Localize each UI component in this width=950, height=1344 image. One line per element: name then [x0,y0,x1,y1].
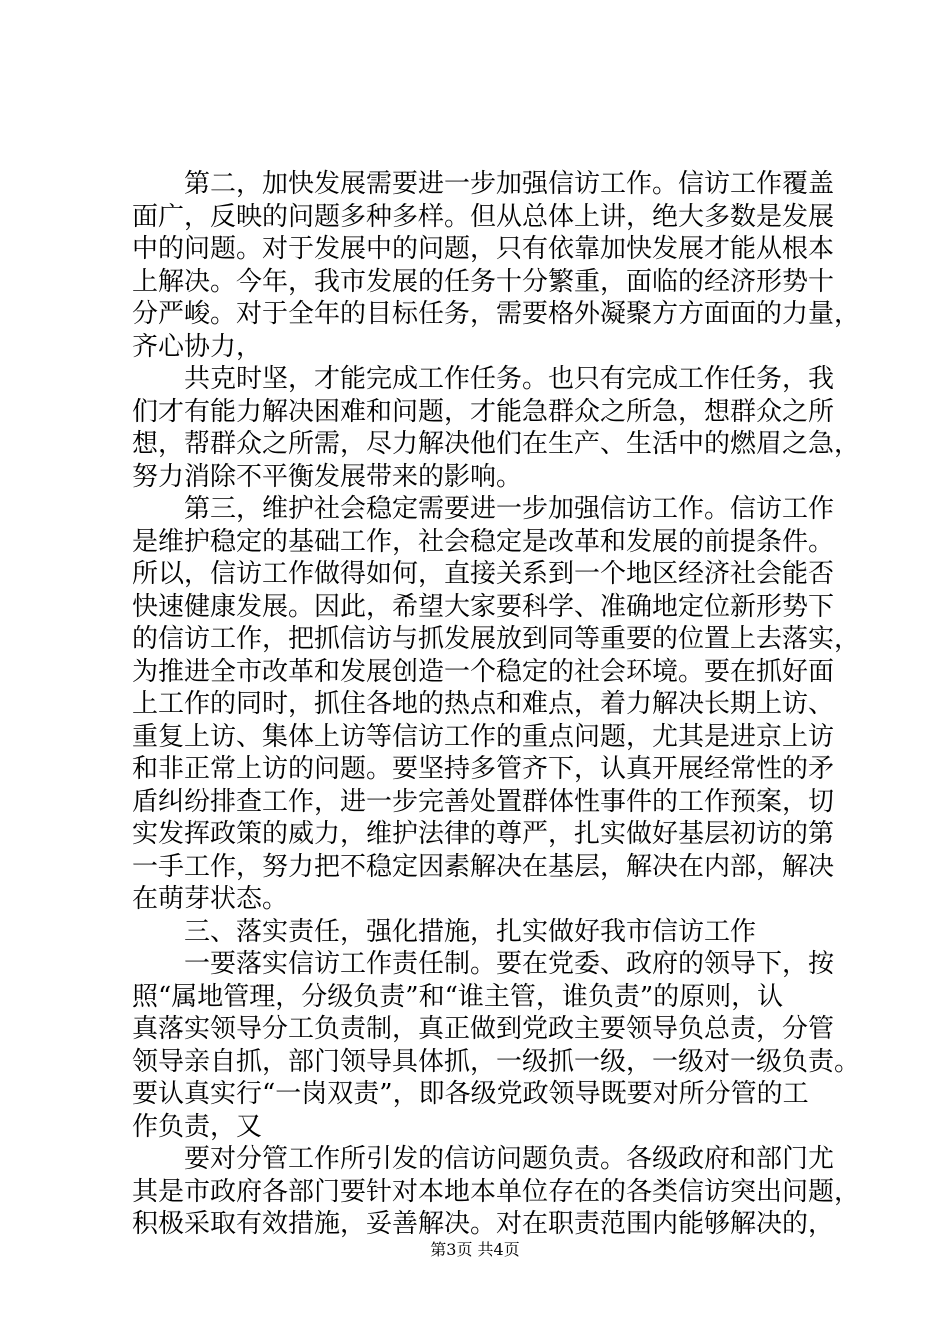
text-line: 第三，维护社会稳定需要进一步加强信访工作。信访工作 [184,494,835,524]
text-line: 重复上访、集体上访等信访工作的重点问题，尤其是进京上访 [132,721,835,752]
text-line: 为推进全市改革和发展创造一个稳定的社会环境。要在抓好面 [132,656,835,687]
text-line: 第二，加快发展需要进一步加强信访工作。信访工作覆盖 [184,169,835,199]
text-line: 盾纠纷排查工作，进一步完善处置群体性事件的工作预案，切 [132,786,835,817]
text-line: 快速健康发展。因此，希望大家要科学、准确地定位新形势下 [132,591,835,622]
text-line: 要认真实行“一岗双责”，即各级党政领导既要对所分管的工 [132,1079,809,1109]
text-line: 分严峻。对于全年的目标任务，需要格外凝聚方方面面的力量， [132,299,861,329]
text-line: 领导亲自抓，部门领导具体抓，一级抓一级，一级对一级负责。 [132,1046,861,1077]
text-line: 其是市政府各部门要针对本地本单位存在的各类信访突出问题， [132,1176,861,1207]
text-line: 三、落实责任，强化措施，扎实做好我市信访工作 [184,916,757,947]
text-line: 一要落实信访工作责任制。要在党委、政府的领导下，按 [184,949,835,979]
text-line: 一手工作，努力把不稳定因素解决在基层，解决在内部，解决 [132,851,835,882]
text-line: 上工作的同时，抓住各地的热点和难点，着力解决长期上访、 [132,689,835,719]
text-line: 实发挥政策的威力，维护法律的尊严，扎实做好基层初访的第 [132,819,835,849]
text-line: 想，帮群众之所需，尽力解决他们在生产、生活中的燃眉之急， [132,429,861,459]
text-line: 共克时坚，才能完成工作任务。也只有完成工作任务，我 [184,364,835,394]
document-body [132,168,861,1241]
text-line: 在萌芽状态。 [132,884,289,914]
text-line: 是维护稳定的基础工作，社会稳定是改革和发展的前提条件。 [132,526,835,557]
text-line: 和非正常上访的问题。要坚持多管齐下，认真开展经常性的矛 [132,754,835,784]
text-line: 照“属地管理，分级负责”和“谁主管，谁负责”的原则，认 [132,981,784,1012]
text-line: 真落实领导分工负责制，真正做到党政主要领导负总责，分管 [132,1014,835,1044]
text-line: 的信访工作，把抓信访与抓发展放到同等重要的位置上去落实， [132,624,861,654]
text-line: 努力消除不平衡发展带来的影响。 [132,461,523,492]
text-line: 齐心协力， [132,331,263,362]
text-line: 积极采取有效措施，妥善解决。对在职责范围内能够解决的， [132,1209,835,1239]
text-line: 们才有能力解决困难和问题，才能急群众之所急，想群众之所 [132,396,835,427]
page-footer: 第3页 共4页 [430,1240,520,1259]
text-line: 面广，反映的问题多种多样。但从总体上讲，绝大多数是发展 [132,201,835,232]
text-line: 要对分管工作所引发的信访问题负责。各级政府和部门尤 [184,1144,835,1174]
text-line: 所以，信访工作做得如何，直接关系到一个地区经济社会能否 [132,559,835,589]
text-line: 作负责，又 [132,1111,263,1142]
text-line: 中的问题。对于发展中的问题，只有依靠加快发展才能从根本 [132,234,835,264]
text-line: 上解决。今年，我市发展的任务十分繁重，面临的经济形势十 [132,266,835,297]
